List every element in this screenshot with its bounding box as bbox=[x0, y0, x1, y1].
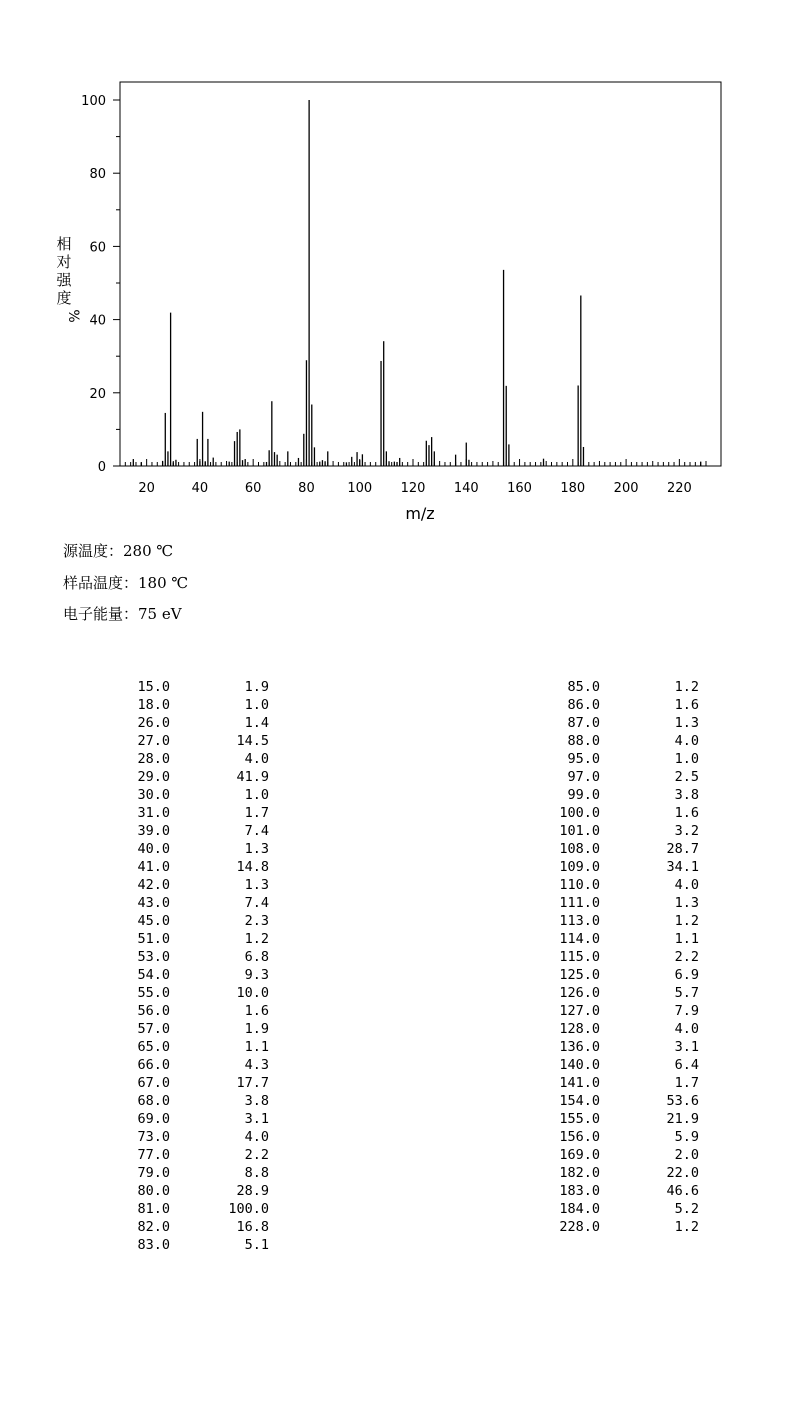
peak-abundance: 1.9 bbox=[244, 679, 269, 695]
x-tick-label: 200 bbox=[613, 481, 639, 496]
peak-mz: 54.0 bbox=[137, 967, 170, 983]
peak-row bbox=[100, 786, 280, 804]
peak-row bbox=[100, 804, 280, 822]
peak-abundance: 1.6 bbox=[244, 1003, 269, 1019]
peak-abundance: 1.1 bbox=[674, 931, 699, 947]
peak-mz: 101.0 bbox=[559, 823, 600, 839]
peak-row bbox=[100, 696, 280, 714]
x-tick-label: 180 bbox=[560, 481, 586, 496]
peak-mz: 100.0 bbox=[559, 805, 600, 821]
peak-row bbox=[530, 1056, 710, 1074]
peak-mz: 88.0 bbox=[567, 733, 600, 749]
peak-abundance: 28.7 bbox=[666, 841, 699, 857]
peak-abundance: 4.0 bbox=[674, 733, 699, 749]
peak-abundance: 7.4 bbox=[244, 823, 269, 839]
x-tick-label: 220 bbox=[666, 481, 692, 496]
peak-abundance: 1.4 bbox=[244, 715, 269, 731]
peak-row bbox=[100, 1146, 280, 1164]
peak-row bbox=[530, 804, 710, 822]
peak-abundance: 7.4 bbox=[244, 895, 269, 911]
peak-abundance: 46.6 bbox=[666, 1183, 699, 1199]
peak-mz: 136.0 bbox=[559, 1039, 600, 1055]
peak-mz: 83.0 bbox=[137, 1237, 170, 1253]
peak-row bbox=[530, 1164, 710, 1182]
peak-abundance: 53.6 bbox=[666, 1093, 699, 1109]
peak-abundance: 3.1 bbox=[244, 1111, 269, 1127]
peak-abundance: 2.2 bbox=[244, 1147, 269, 1163]
peak-abundance: 6.9 bbox=[674, 967, 699, 983]
y-axis-label-char: 度 bbox=[56, 289, 72, 307]
peak-abundance: 1.2 bbox=[674, 1219, 699, 1235]
peak-mz: 66.0 bbox=[137, 1057, 170, 1073]
peak-abundance: 1.0 bbox=[674, 751, 699, 767]
peak-abundance: 1.0 bbox=[244, 697, 269, 713]
peak-row bbox=[100, 966, 280, 984]
peak-row bbox=[100, 1110, 280, 1128]
peak-abundance: 100.0 bbox=[228, 1201, 269, 1217]
peak-abundance: 4.0 bbox=[674, 1021, 699, 1037]
peak-row bbox=[100, 894, 280, 912]
peak-row bbox=[100, 930, 280, 948]
peak-mz: 42.0 bbox=[137, 877, 170, 893]
peak-abundance: 1.3 bbox=[244, 877, 269, 893]
peak-mz: 39.0 bbox=[137, 823, 170, 839]
peak-row bbox=[100, 1236, 280, 1254]
peak-mz: 29.0 bbox=[137, 769, 170, 785]
peak-mz: 128.0 bbox=[559, 1021, 600, 1037]
source-temperature bbox=[63, 542, 173, 560]
peak-abundance: 1.2 bbox=[674, 679, 699, 695]
source-temperature-label: 源温度： bbox=[63, 542, 124, 560]
peak-mz: 154.0 bbox=[559, 1093, 600, 1109]
peak-row bbox=[100, 1092, 280, 1110]
source-temperature-value: 280 ℃ bbox=[123, 542, 174, 560]
electron-energy bbox=[63, 605, 182, 623]
peak-row bbox=[100, 858, 280, 876]
peak-row bbox=[100, 840, 280, 858]
peak-mz: 65.0 bbox=[137, 1039, 170, 1055]
peak-mz: 87.0 bbox=[567, 715, 600, 731]
peak-mz: 114.0 bbox=[559, 931, 600, 947]
peak-row bbox=[530, 822, 710, 840]
x-tick-label: 40 bbox=[191, 481, 209, 496]
peak-mz: 182.0 bbox=[559, 1165, 600, 1181]
peak-abundance: 1.3 bbox=[674, 715, 699, 731]
peak-mz: 97.0 bbox=[567, 769, 600, 785]
peak-abundance: 1.7 bbox=[674, 1075, 699, 1091]
peak-abundance: 22.0 bbox=[666, 1165, 699, 1181]
peak-row bbox=[100, 732, 280, 750]
peak-row bbox=[100, 1056, 280, 1074]
peak-abundance: 1.1 bbox=[244, 1039, 269, 1055]
peak-mz: 108.0 bbox=[559, 841, 600, 857]
peak-mz: 95.0 bbox=[567, 751, 600, 767]
electron-energy-value: 75 eV bbox=[138, 605, 182, 623]
peak-mz: 57.0 bbox=[137, 1021, 170, 1037]
peak-mz: 99.0 bbox=[567, 787, 600, 803]
peak-abundance: 1.3 bbox=[244, 841, 269, 857]
peak-mz: 55.0 bbox=[137, 985, 170, 1001]
peak-row bbox=[530, 1218, 710, 1236]
peak-abundance: 6.8 bbox=[244, 949, 269, 965]
peak-row bbox=[100, 678, 280, 696]
peak-row bbox=[100, 714, 280, 732]
peak-row bbox=[100, 1038, 280, 1056]
peak-mz: 67.0 bbox=[137, 1075, 170, 1091]
peak-mz: 40.0 bbox=[137, 841, 170, 857]
peak-abundance: 8.8 bbox=[244, 1165, 269, 1181]
peak-abundance: 1.7 bbox=[244, 805, 269, 821]
peak-mz: 53.0 bbox=[137, 949, 170, 965]
peak-row bbox=[530, 858, 710, 876]
peak-abundance: 3.2 bbox=[674, 823, 699, 839]
peak-row bbox=[530, 876, 710, 894]
y-axis-label-char: 相 bbox=[56, 235, 72, 253]
peak-row bbox=[530, 714, 710, 732]
peak-row bbox=[530, 1038, 710, 1056]
peak-mz: 51.0 bbox=[137, 931, 170, 947]
peak-mz: 81.0 bbox=[137, 1201, 170, 1217]
peak-mz: 141.0 bbox=[559, 1075, 600, 1091]
peak-row bbox=[100, 1218, 280, 1236]
peak-mz: 85.0 bbox=[567, 679, 600, 695]
peak-row bbox=[530, 732, 710, 750]
peak-abundance: 28.9 bbox=[236, 1183, 269, 1199]
peak-abundance: 3.8 bbox=[244, 1093, 269, 1109]
y-axis bbox=[81, 94, 120, 475]
peak-abundance: 14.8 bbox=[236, 859, 269, 875]
peak-mz: 41.0 bbox=[137, 859, 170, 875]
peak-row bbox=[530, 1074, 710, 1092]
peak-mz: 56.0 bbox=[137, 1003, 170, 1019]
peak-abundance: 5.9 bbox=[674, 1129, 699, 1145]
peak-mz: 45.0 bbox=[137, 913, 170, 929]
peak-abundance: 4.0 bbox=[244, 1129, 269, 1145]
y-tick-label: 0 bbox=[97, 460, 106, 475]
peak-abundance: 6.4 bbox=[674, 1057, 699, 1073]
peak-abundance: 5.1 bbox=[244, 1237, 269, 1253]
peak-row bbox=[100, 1128, 280, 1146]
peak-row bbox=[530, 1092, 710, 1110]
peak-row bbox=[530, 786, 710, 804]
peak-row bbox=[100, 768, 280, 786]
peak-row bbox=[100, 876, 280, 894]
sample-temperature bbox=[63, 574, 188, 592]
peak-mz: 111.0 bbox=[559, 895, 600, 911]
peak-mz: 82.0 bbox=[137, 1219, 170, 1235]
peak-abundance: 1.6 bbox=[674, 805, 699, 821]
peak-row bbox=[530, 1200, 710, 1218]
peak-row bbox=[530, 966, 710, 984]
x-tick-label: 140 bbox=[453, 481, 479, 496]
peak-mz: 79.0 bbox=[137, 1165, 170, 1181]
peak-row bbox=[530, 750, 710, 768]
peak-mz: 15.0 bbox=[137, 679, 170, 695]
plot-frame bbox=[120, 82, 721, 466]
peak-mz: 183.0 bbox=[559, 1183, 600, 1199]
y-tick-label: 100 bbox=[81, 94, 106, 109]
peak-mz: 115.0 bbox=[559, 949, 600, 965]
peak-table-left bbox=[100, 678, 280, 1254]
peak-mz: 69.0 bbox=[137, 1111, 170, 1127]
peak-row bbox=[530, 840, 710, 858]
peak-abundance: 9.3 bbox=[244, 967, 269, 983]
peak-row bbox=[530, 1110, 710, 1128]
peak-abundance: 7.9 bbox=[674, 1003, 699, 1019]
x-tick-label: 160 bbox=[507, 481, 532, 496]
peak-abundance: 1.3 bbox=[674, 895, 699, 911]
peak-mz: 127.0 bbox=[559, 1003, 600, 1019]
peak-abundance: 41.9 bbox=[236, 769, 269, 785]
peak-row bbox=[530, 1020, 710, 1038]
peak-mz: 110.0 bbox=[559, 877, 600, 893]
peak-abundance: 1.9 bbox=[244, 1021, 269, 1037]
peak-row bbox=[100, 1164, 280, 1182]
peak-mz: 68.0 bbox=[137, 1093, 170, 1109]
mass-spectrum-chart bbox=[0, 0, 794, 540]
peak-abundance: 2.3 bbox=[244, 913, 269, 929]
peak-abundance: 34.1 bbox=[666, 859, 699, 875]
peak-row bbox=[530, 912, 710, 930]
peak-mz: 80.0 bbox=[137, 1183, 170, 1199]
peak-mz: 86.0 bbox=[567, 697, 600, 713]
peak-mz: 31.0 bbox=[137, 805, 170, 821]
peak-abundance: 2.5 bbox=[674, 769, 699, 785]
peak-row bbox=[100, 1200, 280, 1218]
peak-row bbox=[100, 1020, 280, 1038]
peak-mz: 26.0 bbox=[137, 715, 170, 731]
peak-row bbox=[530, 768, 710, 786]
electron-energy-label: 电子能量： bbox=[63, 605, 139, 623]
peak-row bbox=[530, 678, 710, 696]
peak-abundance: 1.2 bbox=[244, 931, 269, 947]
peak-abundance: 16.8 bbox=[236, 1219, 269, 1235]
peak-mz: 28.0 bbox=[137, 751, 170, 767]
peak-mz: 77.0 bbox=[137, 1147, 170, 1163]
x-tick-label: 120 bbox=[400, 481, 426, 496]
peak-abundance: 4.0 bbox=[674, 877, 699, 893]
peak-row bbox=[530, 1146, 710, 1164]
peak-row bbox=[530, 984, 710, 1002]
peak-abundance: 5.7 bbox=[674, 985, 699, 1001]
peak-mz: 155.0 bbox=[559, 1111, 600, 1127]
peak-mz: 43.0 bbox=[137, 895, 170, 911]
y-axis-label-char: % bbox=[65, 309, 81, 323]
x-axis bbox=[125, 459, 706, 496]
x-tick-label: 60 bbox=[244, 481, 262, 496]
peak-abundance: 1.2 bbox=[674, 913, 699, 929]
peak-mz: 27.0 bbox=[137, 733, 170, 749]
peak-mz: 109.0 bbox=[559, 859, 600, 875]
peak-mz: 18.0 bbox=[137, 697, 170, 713]
peak-mz: 73.0 bbox=[137, 1129, 170, 1145]
y-tick-label: 80 bbox=[89, 167, 106, 183]
peak-row bbox=[100, 1182, 280, 1200]
peak-mz: 125.0 bbox=[559, 967, 600, 983]
peak-row bbox=[100, 1002, 280, 1020]
peak-abundance: 3.8 bbox=[674, 787, 699, 803]
peak-mz: 140.0 bbox=[559, 1057, 600, 1073]
y-tick-label: 20 bbox=[89, 386, 106, 402]
peak-row bbox=[100, 750, 280, 768]
peak-mz: 156.0 bbox=[559, 1129, 600, 1145]
peak-abundance: 1.6 bbox=[674, 697, 699, 713]
peak-abundance: 10.0 bbox=[236, 985, 269, 1001]
peak-abundance: 21.9 bbox=[666, 1111, 699, 1127]
peak-abundance: 1.0 bbox=[244, 787, 269, 803]
peak-mz: 228.0 bbox=[559, 1219, 600, 1235]
peak-abundance: 4.0 bbox=[244, 751, 269, 767]
peak-abundance: 2.2 bbox=[674, 949, 699, 965]
spectrum-bars bbox=[133, 100, 700, 466]
x-tick-label: 20 bbox=[138, 481, 155, 496]
peak-mz: 169.0 bbox=[559, 1147, 600, 1163]
x-tick-label: 80 bbox=[298, 481, 315, 496]
y-axis-label-char: 对 bbox=[56, 253, 72, 271]
peak-row bbox=[530, 696, 710, 714]
peak-abundance: 17.7 bbox=[236, 1075, 269, 1091]
peak-abundance: 14.5 bbox=[236, 733, 269, 749]
y-axis-label bbox=[56, 235, 81, 323]
peak-row bbox=[530, 1002, 710, 1020]
peak-mz: 184.0 bbox=[559, 1201, 600, 1217]
y-tick-label: 40 bbox=[89, 313, 106, 329]
peak-row bbox=[100, 984, 280, 1002]
y-axis-label-char: 强 bbox=[56, 271, 72, 289]
peak-abundance: 5.2 bbox=[674, 1201, 699, 1217]
peak-mz: 30.0 bbox=[137, 787, 170, 803]
y-tick-label: 60 bbox=[89, 240, 106, 256]
peak-mz: 126.0 bbox=[559, 985, 600, 1001]
peak-row bbox=[530, 948, 710, 966]
peak-abundance: 3.1 bbox=[674, 1039, 699, 1055]
peak-abundance: 4.3 bbox=[244, 1057, 269, 1073]
x-tick-label: 100 bbox=[347, 481, 373, 496]
peak-row bbox=[530, 894, 710, 912]
peak-row bbox=[100, 1074, 280, 1092]
sample-temperature-label: 样品温度： bbox=[63, 574, 139, 592]
peak-row bbox=[530, 1128, 710, 1146]
peak-row bbox=[530, 930, 710, 948]
peak-table-right bbox=[530, 678, 710, 1236]
x-axis-label: m/z bbox=[405, 504, 435, 523]
peak-row bbox=[100, 822, 280, 840]
peak-row bbox=[100, 912, 280, 930]
peak-row bbox=[100, 948, 280, 966]
peak-row bbox=[530, 1182, 710, 1200]
peak-mz: 113.0 bbox=[559, 913, 600, 929]
sample-temperature-value: 180 ℃ bbox=[138, 574, 189, 592]
peak-abundance: 2.0 bbox=[674, 1147, 699, 1163]
